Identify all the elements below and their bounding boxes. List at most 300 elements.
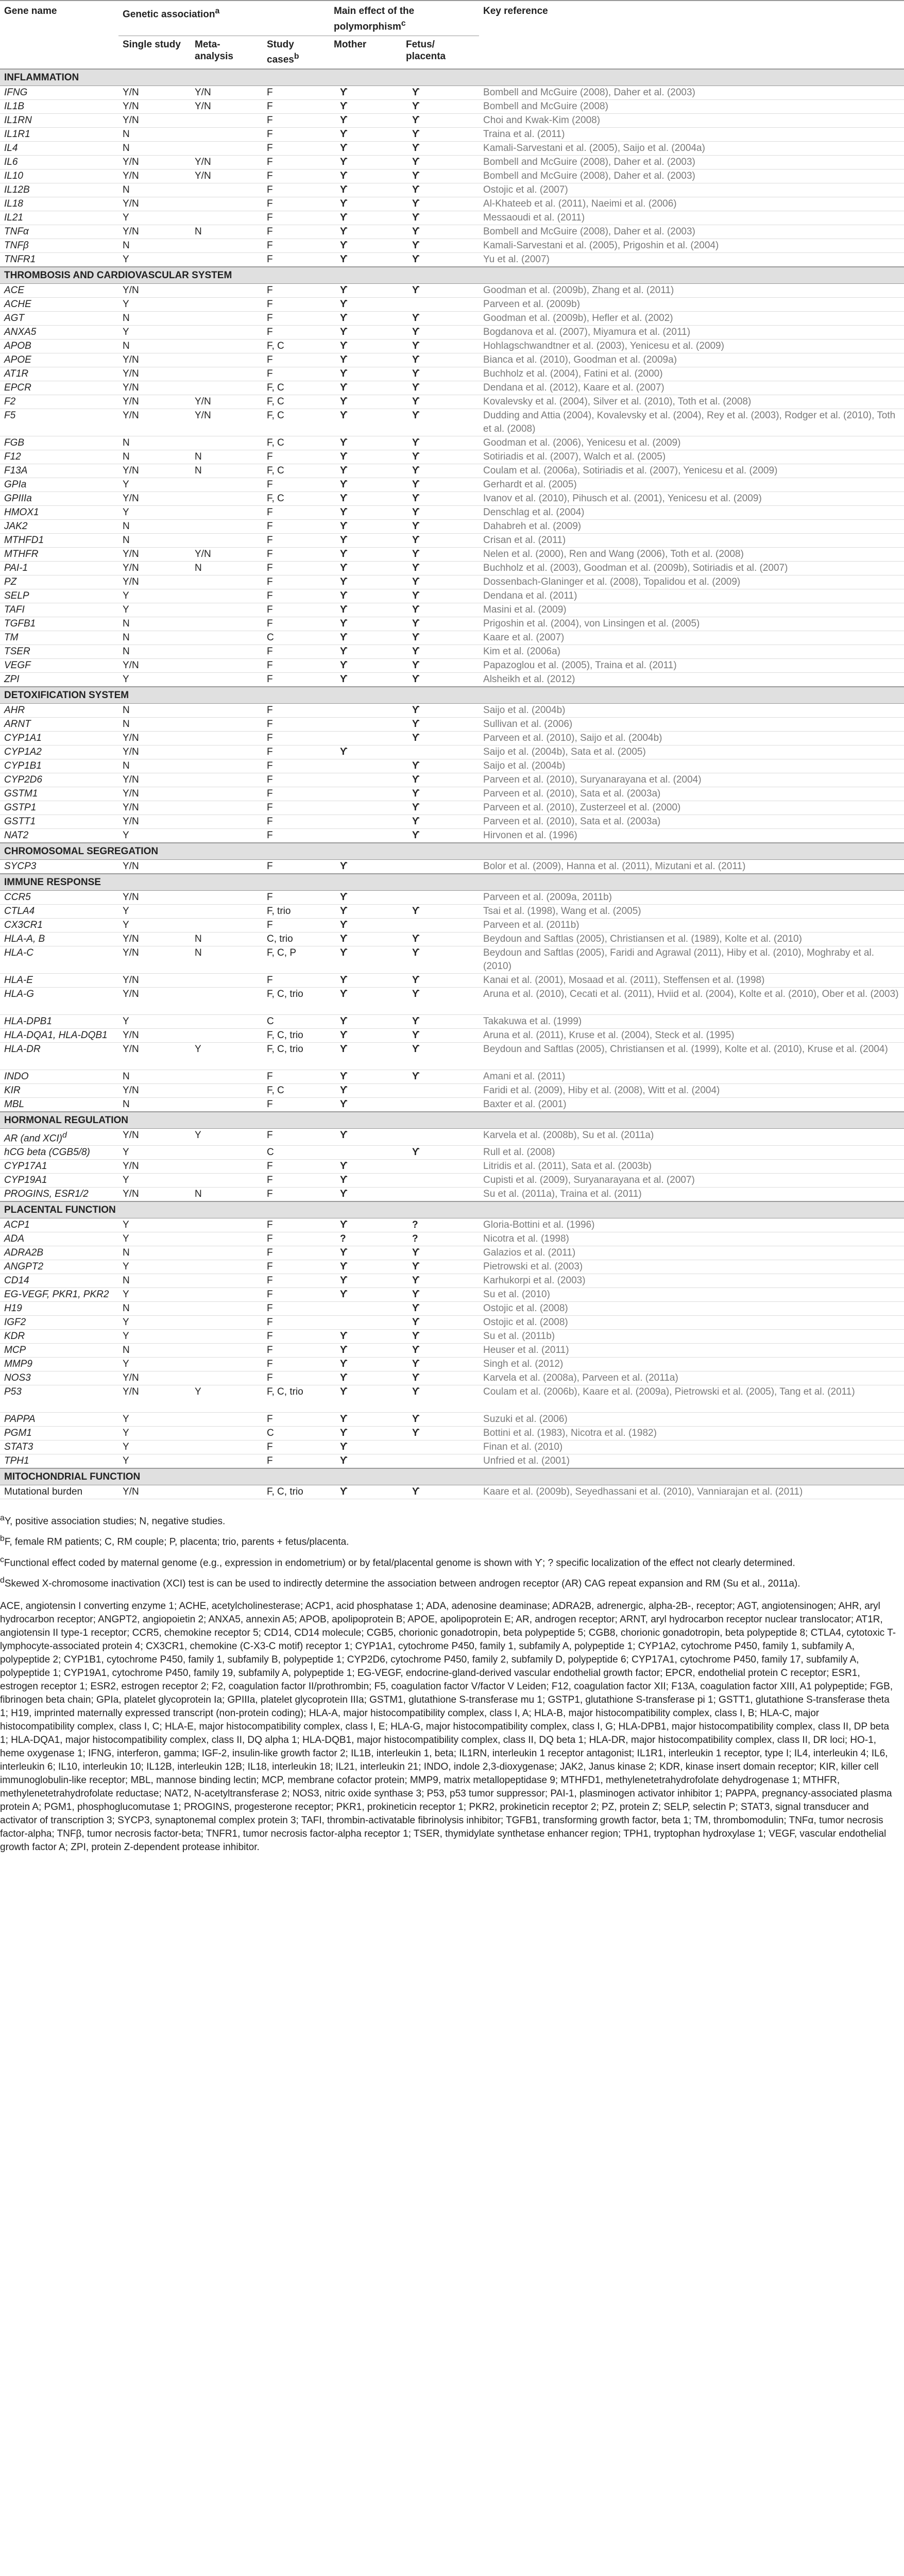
fetus-effect-cell: ϒ [412, 974, 420, 986]
study-cases-cell: F [267, 1455, 273, 1466]
gene-name-cell: GSTM1 [4, 788, 38, 799]
gene-name-cell: TNFR1 [4, 253, 36, 265]
col-genetic-association: Genetic association$^a$ [118, 1, 330, 36]
study-cases-cell: F [267, 1289, 273, 1300]
mother-effect-cell: ϒ [340, 933, 348, 944]
table-row [0, 890, 904, 904]
gene-name-cell: EG-VEGF, PKR1, PKR2 [4, 1289, 109, 1300]
study-cases-cell: F [267, 354, 273, 365]
gene-name-cell: GPIIIa [4, 493, 32, 504]
key-reference-cell: Finan et al. (2010) [483, 1441, 563, 1452]
single-study-cell: N [123, 312, 130, 324]
study-cases-cell: F [267, 1188, 273, 1199]
table-row [0, 99, 904, 113]
table-row [0, 252, 904, 267]
gene-name-cell: CCR5 [4, 891, 31, 903]
key-reference-cell: Karvela et al. (2008a), Parveen et al. (2011a) [483, 1372, 678, 1383]
study-cases-cell: F, C [267, 1084, 284, 1096]
single-study-cell: Y [123, 604, 129, 615]
gene-name-cell: MTHFD1 [4, 534, 44, 546]
study-cases-cell: C [267, 1427, 274, 1438]
meta-analysis-cell: N [195, 465, 202, 476]
fetus-effect-cell: ϒ [412, 788, 420, 799]
single-study-cell: Y/N [123, 354, 139, 365]
study-cases-cell: F [267, 659, 273, 671]
mother-effect-cell: ϒ [340, 114, 348, 126]
mother-effect-cell: ϒ [340, 198, 348, 209]
table-row [0, 225, 904, 239]
key-reference-cell: Kaare et al. (2007) [483, 632, 565, 643]
study-cases-cell: F [267, 253, 273, 265]
section-header [0, 687, 904, 704]
mother-effect-cell [330, 1301, 402, 1315]
fetus-effect-cell: ϒ [412, 87, 420, 98]
single-study-cell: Y/N [123, 368, 139, 379]
table-row [0, 409, 904, 436]
study-cases-cell: F, C, P [267, 947, 297, 958]
single-study-cell: N [123, 534, 130, 546]
abbreviations: ACE, angiotensin I converting enzyme 1; ACHE, acetylcholinesterase; ACP1, acid phosphatase 1; ADA, adenosine deaminase; ADRA2B, adrenergic, alpha-2B-, receptor; AGT, angiotensinogen; AHR, aryl hydrocarbon receptor; ANGPT2, angiopoietin 2; ANXA5, annexin A5; APOB, apolipoprotein B; APOE, apolipoprotein E; AR, androgen receptor; ARNT, aryl hydrocarbon receptor nuclear translocator; AT1R, angiotensin II type-1 receptor; CCR5, chemokine receptor 5; CD14, CD14 molecule; CGB5, chorionic gonadotropin, beta polypeptide 5; CGB8, chorionic gonadotropin, beta polypeptide 8; CTLA4, cytotoxic T-lymphocyte-associated protein 4; CX3CR1, chemokine (C-X3-C motif) receptor 1; CYP1A1, cytochrome P450, family 1, subfamily A, polypeptide 1; CYP1A2, cytochrome P450, family 1, subfamily A, polypeptide 2; CYP1B1, cytochrome P450, family 1, subfamily B, polypeptide 1; CYP2D6, cytochrome P450, family 2, subfamily D, polypeptide 6; CYP17A1, cytochrome P450, family 17, subfamily A, polypeptide 1; CYP19A1, cytochrome P450, family 19, subfamily A, polypeptide 1; EG-VEGF, endocrine-gland-derived vascular endothelial growth factor; EPCR, endothelial protein C receptor; ESR1, estrogen receptor 1; ESR2, estrogen receptor 2; F2, coagulation factor II/prothrombin; F5, coagulation factor V/factor V Leiden; F12, coagulation factor XII; F13A, coagulation factor XIII, A1 polypeptide; FGB, fibrinogen beta chain; GPIa, platelet glycoprotein Ia; GPIIIa, platelet glycoprotein IIIa; GSTM1, glutathione S-transferase mu 1; GSTP1, glutathione S-transferase pi 1; GSTT1, glutathione S-transferase theta 1; H19, imprinted maternally expressed transcript (non-protein coding); HLA-A, major histocompatibility complex, class I, A; HLA-B, major histocompatibility complex, class I, B; HLA-C, major histocompatibility complex, class I, C; HLA-E, major histocompatibility complex, class I, E; HLA-G, major histocompatibility complex, class I, G; HLA-DPB1, major histocompatibility complex, class II, DP beta 1; HLA-DQA1, major histocompatibility complex, class II, DQ alpha 1; HLA-DQB1, major histocompatibility complex, class II, DQ beta 1; HLA-DR, major histocompatibility complex, class II, DR loci; HO-1, heme oxygenase 1; IFNG, interferon, gamma; IGF-2, insulin-like growth factor 2; IL1B, interleukin 1, beta; IL1RN, interleukin 1 receptor antagonist; IL1R1, interleukin 1 receptor, type I; IL4, interleukin 4; IL6, interleukin 6; IL10, interleukin 10; IL12B, interleukin 12B; IL18, interleukin 18; IL21, interleukin 21; INDO, indole 2,3-dioxygenase; JAK2, Janus kinase 2; KDR, kinase insert domain receptor; KIR, killer cell immunoglobulin-like receptor; MBL, mannose binding lectin; MCP, membrane cofactor protein; MMP9, matrix metallopeptidase 9; MTHFD1, methylenetetrahydrofolate dehydrogenase 1; MTHFR, methylenetetrahydrofolate reductase; NAT2, N-acetyltransferase 2; NOS3, nitric oxide synthase 3; P53, p53 tumor suppressor; PAI-1, plasminogen activator inhibitor 1; PAPPA, pregnancy-associated plasma protein A; PGM1, phosphoglucomutase 1; PROGINS, progesterone receptor; PKR1, prokineticin receptor 1; PKR2, prokineticin receptor 2; PZ, protein Z; SELP, selectin P; STAT3, signal transducer and activator of transcription 3; SYCP3, synaptonemal complex protein 3; TAFI, thrombin-activatable fibrinolysis inhibitor; TGFB1, transforming growth factor, beta 1; TM, thrombomodulin; TNFα, tumor necrosis factor-alpha; TNFβ, tumor necrosis factor-beta; TNFR1, tumor necrosis factor-alpha receptor 1; TSER, thymidylate synthetase enhancer region; TPH1, tryptophan hydroxylase 1; VEGF, vascular endothelial growth factor A; ZPI, protein Z-dependent protease inhibitor. [0, 1601, 896, 1853]
mother-effect-cell: ϒ [340, 451, 348, 462]
mother-effect-cell: ϒ [340, 891, 348, 903]
fetus-effect-cell [402, 918, 479, 932]
study-cases-cell: F [267, 312, 273, 324]
meta-analysis-cell [191, 1274, 263, 1287]
meta-analysis-cell: Y [195, 1386, 201, 1397]
single-study-cell: N [123, 1071, 130, 1082]
study-cases-cell: F [267, 919, 273, 930]
fetus-effect-cell: ϒ [412, 704, 420, 716]
key-reference-cell: Saijo et al. (2004b) [483, 760, 566, 771]
mother-effect-cell: ϒ [340, 479, 348, 490]
table-row [0, 155, 904, 169]
meta-analysis-cell: N [195, 562, 202, 573]
gene-name-cell: IL1B [4, 100, 25, 112]
key-reference-cell: Buchholz et al. (2003), Goodman et al. (2009b), Sotiriadis et al. (2007) [483, 562, 788, 573]
col-study-cases: Study cases$^b$ [263, 36, 330, 69]
study-cases-cell: F [267, 604, 273, 615]
gene-name-cell: AHR [4, 704, 25, 716]
meta-analysis-cell: Y [195, 1129, 201, 1141]
col-gene-name: Gene name [4, 6, 57, 16]
study-cases-cell: F [267, 802, 273, 813]
table-row [0, 1232, 904, 1246]
mother-effect-cell: ϒ [340, 632, 348, 643]
single-study-cell: Y/N [123, 1386, 139, 1397]
gene-name-cell: CX3CR1 [4, 919, 43, 930]
table-row [0, 519, 904, 533]
col-single-study: Single study [118, 36, 191, 69]
gene-name-cell: IL10 [4, 170, 23, 181]
table-row [0, 478, 904, 492]
meta-analysis-cell [191, 1246, 263, 1260]
key-reference-cell: Sullivan et al. (2006) [483, 718, 573, 730]
key-reference-cell: Alsheikh et al. (2012) [483, 673, 575, 685]
fetus-effect-cell [402, 1454, 479, 1468]
fetus-effect-cell: ϒ [412, 1146, 420, 1158]
single-study-cell: Y/N [123, 1043, 139, 1055]
meta-analysis-cell [191, 197, 263, 211]
key-reference-cell: Dendana et al. (2012), Kaare et al. (2007) [483, 382, 664, 393]
study-cases-cell: F [267, 1275, 273, 1286]
study-cases-cell: F [267, 1330, 273, 1342]
table-row [0, 141, 904, 155]
meta-analysis-cell [191, 492, 263, 505]
gene-name-cell: P53 [4, 1386, 22, 1397]
table-row [0, 239, 904, 252]
gene-name-cell: ARNT [4, 718, 31, 730]
meta-analysis-cell [191, 745, 263, 759]
mother-effect-cell: ϒ [340, 1455, 348, 1466]
footnote-a: $^a$Y, positive association studies; N, negative studies. [0, 1513, 226, 1527]
mother-effect-cell: ϒ [340, 604, 348, 615]
single-study-cell: N [123, 704, 130, 716]
fetus-effect-cell: ϒ [412, 1071, 420, 1082]
single-study-cell: Y/N [123, 1486, 139, 1497]
meta-analysis-cell [191, 1301, 263, 1315]
table-row [0, 381, 904, 395]
single-study-cell: Y/N [123, 562, 139, 573]
fetus-effect-cell: ϒ [412, 184, 420, 195]
key-reference-cell: Unfried et al. (2001) [483, 1455, 570, 1466]
gene-name-cell: HLA-DQA1, HLA-DQB1 [4, 1029, 108, 1041]
table-row [0, 1246, 904, 1260]
mother-effect-cell: ϒ [340, 988, 348, 999]
gene-name-cell: IL18 [4, 198, 23, 209]
mother-effect-cell: ϒ [340, 1188, 348, 1199]
section-title: THROMBOSIS AND CARDIOVASCULAR SYSTEM [0, 267, 904, 284]
gene-name-cell: TM [4, 632, 19, 643]
single-study-cell: Y/N [123, 576, 139, 587]
section-header [0, 267, 904, 284]
key-reference-cell: Su et al. (2011b) [483, 1330, 555, 1342]
fetus-effect-cell: ϒ [412, 534, 420, 546]
meta-analysis-cell [191, 787, 263, 801]
meta-analysis-cell [191, 1014, 263, 1028]
key-reference-cell: Su et al. (2011a), Traina et al. (2011) [483, 1188, 642, 1199]
mother-effect-cell: ϒ [340, 1358, 348, 1369]
table-row [0, 918, 904, 932]
single-study-cell: Y [123, 1233, 129, 1244]
study-cases-cell: F [267, 732, 273, 743]
fetus-effect-cell: ϒ [412, 673, 420, 685]
single-study-cell: Y/N [123, 891, 139, 903]
single-study-cell: Y [123, 1289, 129, 1300]
key-reference-cell: Parveen et al. (2010), Suryanarayana et al. (2004) [483, 774, 702, 785]
table-row [0, 1097, 904, 1112]
single-study-cell: Y/N [123, 802, 139, 813]
study-cases-cell: F [267, 788, 273, 799]
study-cases-cell: F [267, 198, 273, 209]
fetus-effect-cell [402, 1159, 479, 1173]
key-reference-cell: Goodman et al. (2009b), Zhang et al. (2011) [483, 284, 674, 296]
single-study-cell: Y/N [123, 1029, 139, 1041]
gene-name-cell: STAT3 [4, 1441, 33, 1452]
meta-analysis-cell [191, 589, 263, 603]
table-row [0, 1412, 904, 1426]
mother-effect-cell: ϒ [340, 87, 348, 98]
study-cases-cell: F, C [267, 437, 284, 448]
table-row [0, 617, 904, 631]
table-row [0, 197, 904, 211]
single-study-cell: N [123, 142, 130, 154]
single-study-cell: Y/N [123, 659, 139, 671]
section-header [0, 1201, 904, 1218]
key-reference-cell: Kamali-Sarvestani et al. (2005), Prigoshin et al. (2004) [483, 240, 719, 251]
key-reference-cell: Coulam et al. (2006b), Kaare et al. (2009a), Pietrowski et al. (2005), Tang et al. (2011) [483, 1386, 855, 1397]
mother-effect-cell [330, 703, 402, 717]
single-study-cell: Y/N [123, 465, 139, 476]
gene-name-cell: F12 [4, 451, 21, 462]
meta-analysis-cell [191, 339, 263, 353]
table-row [0, 367, 904, 381]
fetus-effect-cell: ϒ [412, 618, 420, 629]
mother-effect-cell: ϒ [340, 947, 348, 958]
single-study-cell: N [123, 1275, 130, 1286]
key-reference-cell: Dudding and Attia (2004), Kovalevsky et al. (2004), Rey et al. (2003), Rodger et al. (2010), Toth et al. (2008) [483, 410, 896, 434]
key-reference-cell: Kamali-Sarvestani et al. (2005), Saijo et al. (2004a) [483, 142, 705, 154]
table-row [0, 1128, 904, 1145]
mother-effect-cell: ϒ [340, 1098, 348, 1110]
meta-analysis-cell [191, 1343, 263, 1357]
gene-name-cell: TGFB1 [4, 618, 36, 629]
key-reference-cell: Su et al. (2010) [483, 1289, 550, 1300]
table-row [0, 1315, 904, 1329]
meta-analysis-cell [191, 1097, 263, 1112]
table-row [0, 283, 904, 297]
mother-effect-cell [330, 801, 402, 815]
table-row [0, 987, 904, 1014]
table-row [0, 1070, 904, 1083]
table-row [0, 1343, 904, 1357]
fetus-effect-cell: ϒ [412, 1358, 420, 1369]
fetus-effect-cell: ϒ [412, 760, 420, 771]
meta-analysis-cell [191, 1145, 263, 1159]
single-study-cell: Y [123, 590, 129, 601]
study-cases-cell: F [267, 240, 273, 251]
meta-analysis-cell [191, 1083, 263, 1097]
study-cases-cell: F [267, 87, 273, 98]
mother-effect-cell: ϒ [340, 576, 348, 587]
single-study-cell: Y [123, 253, 129, 265]
table-row [0, 86, 904, 99]
study-cases-cell: F, C, trio [267, 988, 303, 999]
fetus-effect-cell: ϒ [412, 253, 420, 265]
gene-name-cell: ACHE [4, 298, 31, 310]
table-row [0, 113, 904, 127]
single-study-cell: N [123, 1098, 130, 1110]
gene-name-cell: PAI-1 [4, 562, 28, 573]
study-cases-cell: F [267, 479, 273, 490]
single-study-cell: Y [123, 479, 129, 490]
gene-name-cell: KIR [4, 1084, 21, 1096]
table-row [0, 211, 904, 225]
mother-effect-cell: ϒ [340, 1261, 348, 1272]
section-title: INFLAMMATION [0, 69, 904, 86]
mother-effect-cell [330, 787, 402, 801]
mother-effect-cell: ϒ [340, 465, 348, 476]
meta-analysis-cell [191, 1371, 263, 1385]
single-study-cell: Y [123, 1174, 129, 1185]
key-reference-cell: Amani et al. (2011) [483, 1071, 566, 1082]
footnotes [0, 1512, 896, 1858]
key-reference-cell: Kaare et al. (2009b), Seyedhassani et al. (2010), Vanniarajan et al. (2011) [483, 1486, 803, 1497]
meta-analysis-cell: Y/N [195, 396, 211, 407]
fetus-effect-cell: ϒ [412, 548, 420, 560]
fetus-effect-cell: ϒ [412, 933, 420, 944]
fetus-effect-cell: ϒ [412, 382, 420, 393]
single-study-cell: N [123, 760, 130, 771]
gene-name-cell: AR (and XCI)$^d$ [4, 1130, 67, 1144]
mother-effect-cell: ϒ [340, 646, 348, 657]
fetus-effect-cell [402, 1173, 479, 1187]
study-cases-cell: F [267, 1302, 273, 1314]
gene-name-cell: ACP1 [4, 1219, 30, 1230]
key-reference-cell: Bianca et al. (2010), Goodman et al. (2009a) [483, 354, 677, 365]
table-row [0, 731, 904, 745]
gene-name-cell: CYP1B1 [4, 760, 42, 771]
mother-effect-cell: ϒ [340, 253, 348, 265]
table-row [0, 450, 904, 464]
key-reference-cell: Kanai et al. (2001), Mosaad et al. (2011), Steffensen et al. (1998) [483, 974, 765, 986]
key-reference-cell: Bombell and McGuire (2008), Daher et al. (2003) [483, 170, 695, 181]
key-reference-cell: Masini et al. (2009) [483, 604, 567, 615]
study-cases-cell: F [267, 170, 273, 181]
study-cases-cell: F, C, trio [267, 1029, 303, 1041]
meta-analysis-cell: N [195, 226, 202, 237]
fetus-effect-cell: ϒ [412, 100, 420, 112]
table-row [0, 815, 904, 828]
mother-effect-cell: ϒ [340, 340, 348, 351]
key-reference-cell: Bombell and McGuire (2008), Daher et al. (2003) [483, 156, 695, 167]
fetus-effect-cell: ? [412, 1233, 418, 1244]
gene-name-cell: MTHFR [4, 548, 39, 560]
mother-effect-cell: ϒ [340, 368, 348, 379]
table-row [0, 1440, 904, 1454]
study-cases-cell: F, C [267, 410, 284, 421]
meta-analysis-cell [191, 1412, 263, 1426]
study-cases-cell: F [267, 1413, 273, 1425]
gene-name-cell: HLA-E [4, 974, 33, 986]
gene-name-cell: CYP1A2 [4, 746, 42, 757]
meta-analysis-cell [191, 252, 263, 267]
single-study-cell: Y [123, 1455, 129, 1466]
fetus-effect-cell: ϒ [412, 646, 420, 657]
key-reference-cell: Dendana et al. (2011) [483, 590, 577, 601]
study-cases-cell: F [267, 746, 273, 757]
study-cases-cell: F [267, 1344, 273, 1355]
gene-name-cell: APOE [4, 354, 31, 365]
mother-effect-cell [330, 828, 402, 843]
meta-analysis-cell [191, 987, 263, 1014]
key-reference-cell: Karvela et al. (2008b), Su et al. (2011a) [483, 1129, 654, 1141]
mother-effect-cell: ϒ [340, 659, 348, 671]
study-cases-cell: F, C [267, 340, 284, 351]
meta-analysis-cell [191, 1232, 263, 1246]
study-cases-cell: F [267, 1219, 273, 1230]
key-reference-cell: Ostojic et al. (2007) [483, 184, 568, 195]
meta-analysis-cell [191, 367, 263, 381]
gene-name-cell: ANGPT2 [4, 1261, 44, 1272]
single-study-cell: Y/N [123, 114, 139, 126]
key-reference-cell: Singh et al. (2012) [483, 1358, 564, 1369]
mother-effect-cell: ϒ [340, 410, 348, 421]
gene-name-cell: GSTP1 [4, 802, 37, 813]
fetus-effect-cell: ϒ [412, 905, 420, 917]
gene-name-cell: Mutational burden [4, 1486, 83, 1497]
study-cases-cell: F [267, 576, 273, 587]
meta-analysis-cell [191, 113, 263, 127]
study-cases-cell: F, C, trio [267, 1386, 303, 1397]
meta-analysis-cell [191, 533, 263, 547]
section-header [0, 874, 904, 891]
table-row [0, 395, 904, 409]
fetus-effect-cell: ϒ [412, 396, 420, 407]
mother-effect-cell: ϒ [340, 548, 348, 560]
mother-effect-cell [330, 1145, 402, 1159]
gene-name-cell: F5 [4, 410, 16, 421]
mother-effect-cell [330, 1315, 402, 1329]
mother-effect-cell: ϒ [340, 1015, 348, 1027]
meta-analysis-cell [191, 1440, 263, 1454]
mother-effect-cell [330, 759, 402, 773]
section-title: HORMONAL REGULATION [0, 1112, 904, 1129]
key-reference-cell: Bogdanova et al. (2007), Miyamura et al. (2011) [483, 326, 691, 337]
single-study-cell: N [123, 451, 130, 462]
table-row [0, 703, 904, 717]
mother-effect-cell: ϒ [340, 437, 348, 448]
fetus-effect-cell: ϒ [412, 576, 420, 587]
mother-effect-cell: ϒ [340, 326, 348, 337]
meta-analysis-cell [191, 1159, 263, 1173]
gene-name-cell: HMOX1 [4, 506, 39, 518]
study-cases-cell: F, C, trio [267, 1043, 303, 1055]
single-study-cell: Y [123, 326, 129, 337]
table-row [0, 1357, 904, 1371]
table-row [0, 801, 904, 815]
meta-analysis-cell: Y [195, 1043, 201, 1055]
mother-effect-cell: ϒ [340, 1129, 348, 1141]
fetus-effect-cell: ϒ [412, 1386, 420, 1397]
meta-analysis-cell: Y/N [195, 410, 211, 421]
meta-analysis-cell: Y/N [195, 548, 211, 560]
table-row [0, 904, 904, 918]
gene-name-cell: IFNG [4, 87, 28, 98]
gene-name-cell: ANXA5 [4, 326, 37, 337]
single-study-cell: Y/N [123, 746, 139, 757]
study-cases-cell: F, C [267, 465, 284, 476]
table-row [0, 946, 904, 973]
meta-analysis-cell [191, 381, 263, 395]
gene-name-cell: EPCR [4, 382, 31, 393]
study-cases-cell: F, C [267, 493, 284, 504]
gene-name-cell: TSER [4, 646, 30, 657]
single-study-cell: Y/N [123, 774, 139, 785]
single-study-cell: Y/N [123, 410, 139, 421]
mother-effect-cell: ϒ [340, 1486, 348, 1497]
fetus-effect-cell: ? [412, 1219, 418, 1230]
meta-analysis-cell [191, 1260, 263, 1274]
mother-effect-cell: ϒ [340, 618, 348, 629]
mother-effect-cell: ϒ [340, 1071, 348, 1082]
fetus-effect-cell: ϒ [412, 774, 420, 785]
single-study-cell: Y [123, 919, 129, 930]
key-reference-cell: Parveen et al. (2011b) [483, 919, 579, 930]
section-title: MITOCHONDRIAL FUNCTION [0, 1468, 904, 1485]
meta-analysis-cell [191, 436, 263, 450]
key-reference-cell: Parveen et al. (2010), Zusterzeel et al. (2000) [483, 802, 681, 813]
fetus-effect-cell: ϒ [412, 718, 420, 730]
